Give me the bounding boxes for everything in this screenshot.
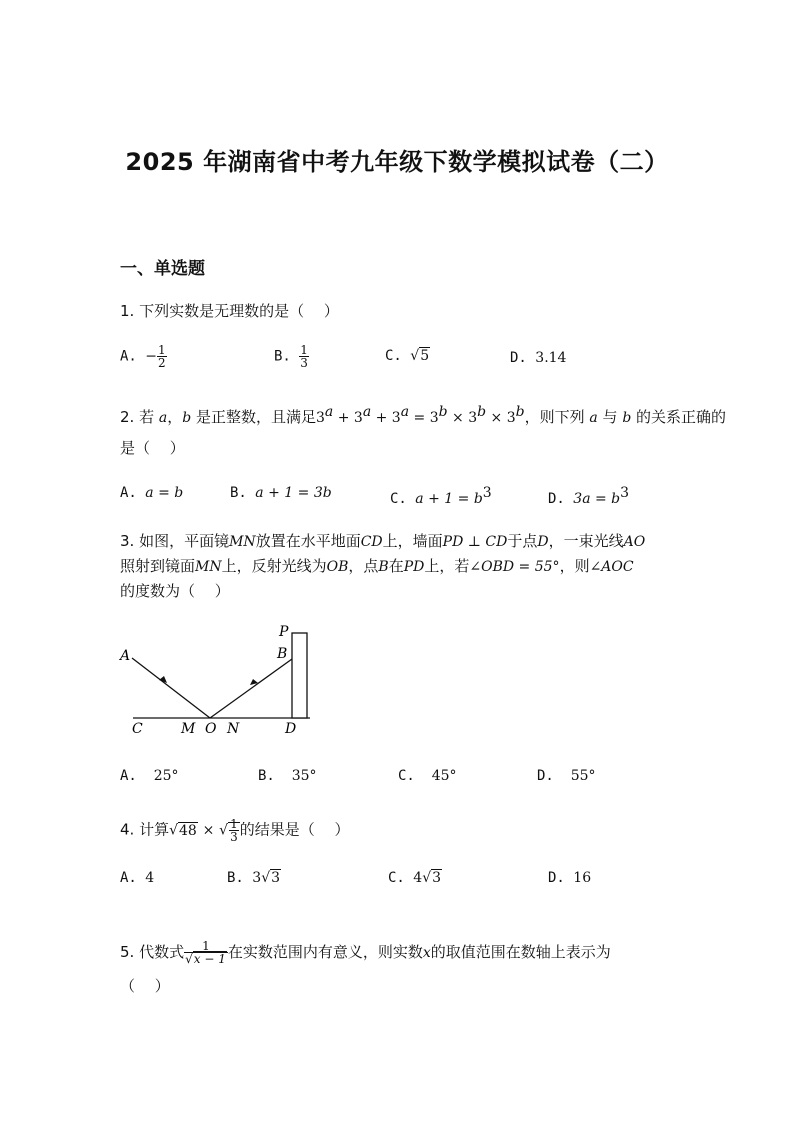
fraction: [184, 940, 228, 965]
question-3-line-2: [120, 555, 634, 576]
text: 的结果是（ ）: [239, 820, 350, 839]
question-3-line-3: 的度数为（ ）: [120, 582, 230, 600]
text: 是正整数，且满足: [191, 408, 316, 426]
denominator: 3: [230, 830, 238, 844]
option-value: 25°: [153, 768, 179, 784]
math-pd: PD: [403, 559, 425, 575]
numerator: 1: [158, 343, 166, 357]
q2-option-d: D. $3a = b^3$: [548, 485, 630, 507]
var-b: b: [182, 410, 192, 426]
square-root: √5: [410, 348, 430, 364]
q4-option-b: [227, 870, 281, 886]
text: 在: [388, 557, 404, 575]
question-4-stem: [120, 818, 349, 843]
option-value: 3.14: [535, 350, 567, 366]
wall: [292, 633, 307, 718]
q1-option-a: [120, 344, 167, 369]
numerator: 1: [184, 940, 228, 953]
q1-option-c: [385, 348, 430, 364]
label-o: O: [205, 721, 217, 737]
option-label: D.: [510, 350, 527, 366]
text: ，则: [559, 557, 590, 575]
equation: $3^a + 3^a + 3^a = 3^b \times 3^b \times 3^b$: [315, 404, 525, 426]
math-mn: MN: [195, 559, 222, 575]
section-heading: 一、单选题: [120, 259, 205, 279]
text: ，则下列: [524, 408, 590, 426]
mirror-reflection-figure: [115, 620, 325, 740]
coefficient: 3: [252, 870, 262, 886]
question-1-stem: 1. 下列实数是无理数的是（ ）: [120, 302, 339, 320]
option-label: A.: [120, 870, 137, 886]
text: 5. 代数式: [120, 943, 185, 961]
math-d: D: [537, 534, 549, 550]
question-5-stem-line2: （ ）: [120, 977, 170, 995]
radicand: 3: [271, 870, 281, 886]
math-ao: AO: [623, 534, 646, 550]
fraction: [157, 344, 167, 369]
numerator: 1: [300, 343, 308, 357]
radicand: x − 1: [193, 952, 226, 966]
denominator: 2: [158, 356, 166, 370]
q2-option-c: C. $a + 1 = b^3$: [390, 485, 492, 507]
math-b: B: [378, 559, 389, 575]
question-3-line-1: [120, 530, 645, 551]
text: 在实数范围内有意义，则实数: [227, 943, 423, 961]
square-root: √3: [261, 870, 281, 886]
label-c: C: [132, 721, 143, 737]
q4-option-d: [548, 870, 591, 886]
q3-option-c: [398, 768, 457, 784]
question-2-stem: [120, 404, 726, 427]
text: 于点: [507, 532, 538, 550]
label-m: M: [181, 721, 196, 737]
minus-sign: −: [145, 348, 158, 365]
page-title: 2025 年湖南省中考九年级下数学模拟试卷（二）: [125, 148, 669, 176]
text: ，: [167, 408, 183, 426]
option-label: A.: [120, 768, 137, 784]
text: 放置在水平地面: [255, 532, 361, 550]
text: ，一束光线: [548, 532, 624, 550]
numerator: 1: [230, 817, 238, 831]
option-label: D.: [548, 491, 565, 507]
label-p: P: [279, 624, 289, 640]
math-perp: PD ⊥ CD: [442, 534, 508, 550]
q2-option-b: [230, 485, 332, 501]
q3-option-a: [120, 768, 179, 784]
option-label: C.: [385, 348, 402, 364]
text: 3. 如图，平面镜: [120, 532, 230, 550]
option-label: D.: [548, 870, 565, 886]
math-angle-aoc: ∠AOC: [589, 559, 634, 575]
label-d: D: [285, 721, 297, 737]
q2-option-a: [120, 485, 183, 501]
square-root: √48: [169, 822, 197, 839]
math-angle-obd: ∠OBD = 55°: [469, 559, 560, 575]
coefficient: 4: [413, 870, 423, 886]
square-root: √x − 1: [185, 952, 226, 966]
option-value: 3a = b: [573, 491, 621, 507]
text: 2. 若: [120, 408, 159, 426]
option-label: C.: [388, 870, 405, 886]
text: 4. 计算: [120, 820, 170, 839]
q3-option-d: [537, 768, 596, 784]
q4-option-a: [120, 870, 154, 886]
text: 上，反射光线为: [221, 557, 327, 575]
q1-option-d: [510, 350, 566, 366]
text: 与: [597, 408, 623, 426]
option-value: 4: [145, 870, 155, 886]
var-a: a: [158, 410, 168, 426]
option-value: 35°: [291, 768, 317, 784]
fraction: [229, 818, 239, 843]
var-x: x: [422, 945, 431, 961]
option-value: 55°: [570, 768, 596, 784]
option-label: A.: [120, 348, 137, 365]
text: ，点: [348, 557, 379, 575]
reflected-ray: [210, 659, 292, 718]
var-a: a: [589, 410, 598, 426]
option-value: 45°: [431, 768, 457, 784]
option-label: A.: [120, 485, 137, 501]
option-label: C.: [390, 491, 407, 507]
text: 的取值范围在数轴上表示为: [430, 943, 611, 961]
option-label: B.: [274, 348, 291, 365]
math-mn: MN: [229, 534, 256, 550]
option-label: B.: [258, 768, 275, 784]
q3-option-b: [258, 768, 317, 784]
text: 上，墙面: [382, 532, 443, 550]
text: 照射到镜面: [120, 557, 196, 575]
radicand: 48: [179, 822, 197, 839]
question-2-stem-line2: 是（ ）: [120, 439, 185, 457]
option-label: C.: [398, 768, 415, 784]
math-ob: OB: [326, 559, 349, 575]
incident-ray: [132, 658, 210, 718]
fraction: [299, 344, 309, 369]
radicand: [228, 817, 240, 844]
radicand: 3: [432, 870, 442, 886]
square-root: √ $\frac{1}{3}$: [219, 817, 238, 844]
math-cd: CD: [360, 534, 383, 550]
option-value: 16: [573, 870, 592, 886]
option-value: a = b: [145, 485, 184, 501]
option-label: B.: [230, 485, 247, 501]
question-5-stem: [120, 940, 611, 965]
text: 的关系正确的: [631, 408, 727, 426]
option-value: a + 1 = b: [415, 491, 483, 507]
option-label: D.: [537, 768, 554, 784]
var-b: b: [622, 410, 632, 426]
q4-option-c: [388, 870, 442, 886]
times-sign: ×: [202, 822, 215, 839]
q1-option-b: [274, 344, 309, 369]
denominator: 3: [300, 356, 308, 370]
label-a: A: [120, 648, 131, 664]
option-value: a + 1 = 3b: [255, 485, 332, 501]
label-n: N: [227, 721, 240, 737]
text: 上，若: [424, 557, 470, 575]
option-label: B.: [227, 870, 244, 886]
square-root: √3: [422, 870, 442, 886]
label-b: B: [277, 646, 288, 662]
radicand: 5: [420, 348, 430, 364]
denominator: [184, 953, 228, 965]
